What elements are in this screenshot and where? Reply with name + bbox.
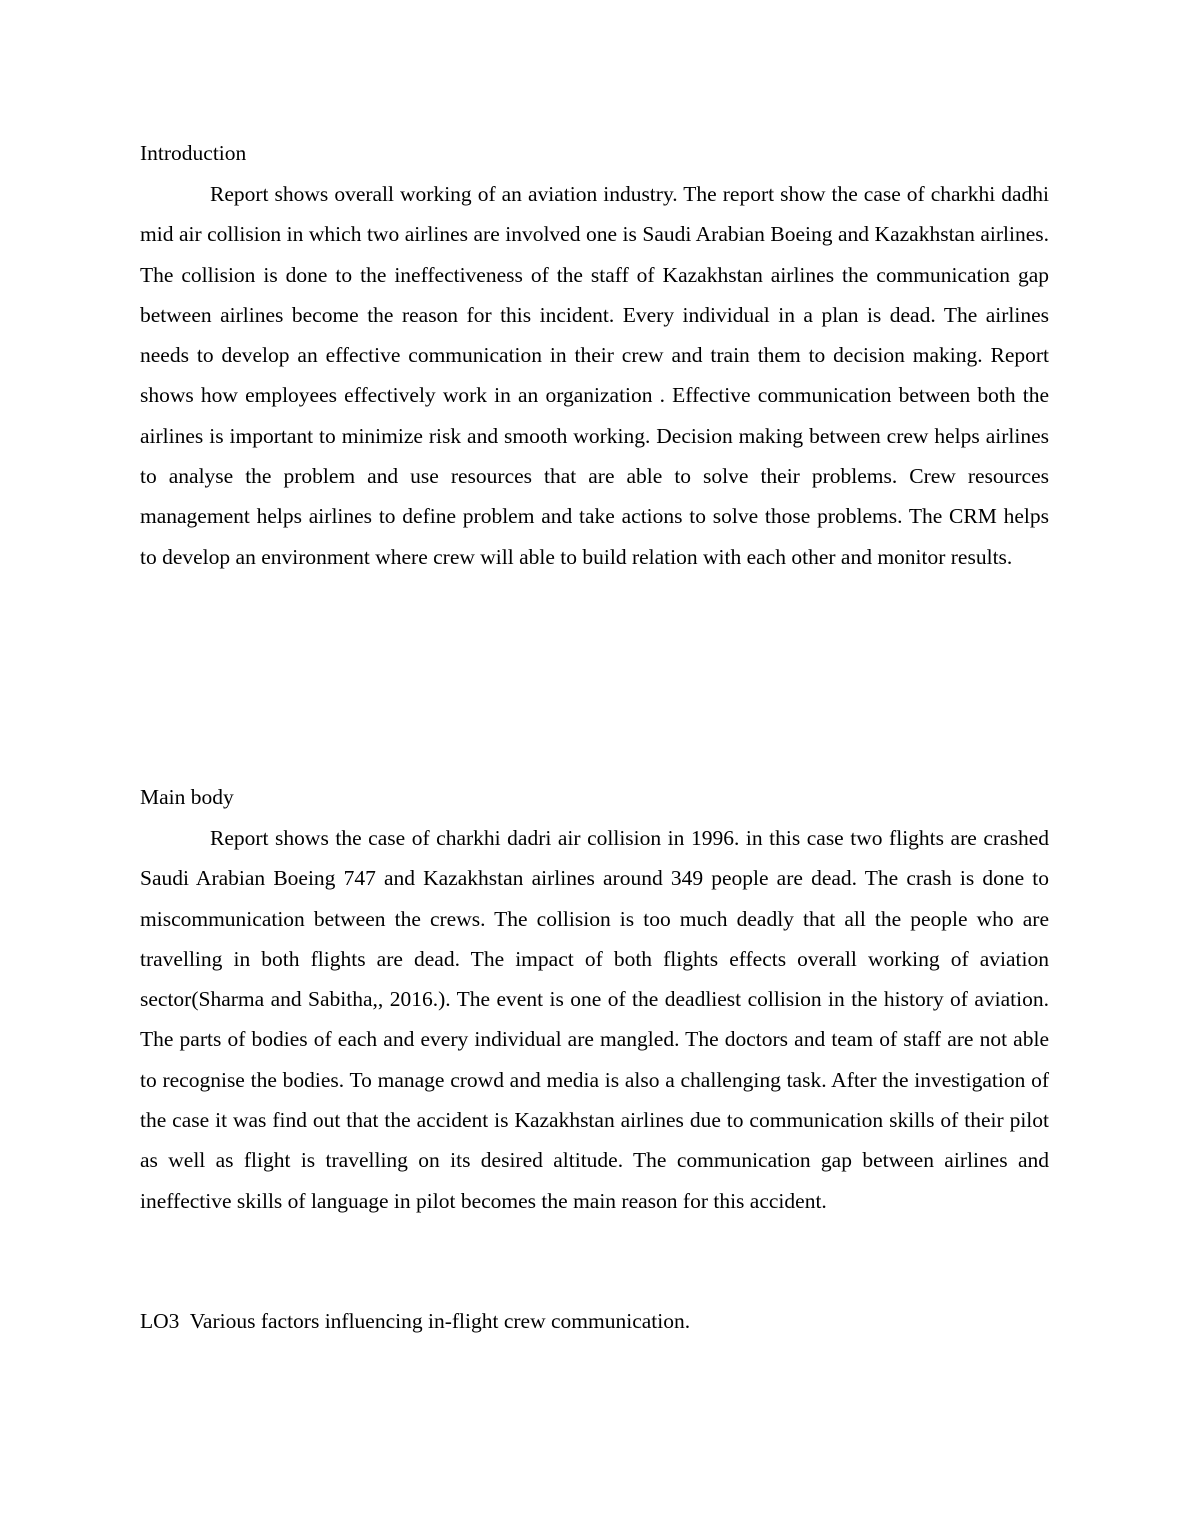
main-body-heading: Main body	[140, 785, 234, 809]
main-body-paragraph: Report shows the case of charkhi dadri air collision in 1996. in this case two flights are crashed Saudi Arabian Boeing 747 and Kazakhstan airlines around 349 people are dead. The crash is done to miscommunication between the crews. The collision is too much deadly that all the people who are travelling in both flights are dead. The impact of both flights effects overall working of aviation sector(Sharma and Sabitha,, 2016.). The event is one of the deadliest collision in the history of aviation. The parts of bodies of each and every individual are mangled. The doctors and team of staff are not able to recognise the bodies. To manage crowd and media is also a challenging task. After the investigation of the case it was find out that the accident is Kazakhstan airlines due to communication skills of their pilot as well as flight is travelling on its desired altitude. The communication gap between airlines and ineffective skills of language in pilot becomes the main reason for this accident.	[140, 826, 1049, 1213]
lo3-heading: LO3 Various factors influencing in-flight crew communication.	[140, 1309, 691, 1333]
introduction-heading: Introduction	[140, 141, 247, 165]
introduction-paragraph: Report shows overall working of an aviation industry. The report show the case of charkhi dadhi mid air collision in which two airlines are involved one is Saudi Arabian Boeing and Kazakhstan airlines. The collision is done to the ineffectiveness of the staff of Kazakhstan airlines the communication gap between airlines become the reason for this incident. Every individual in a plan is dead. The airlines needs to develop an effective communication in their crew and train them to decision making. Report shows how employees effectively work in an organization . Effective communication between both the airlines is important to minimize risk and smooth working. Decision making between crew helps airlines to analyse the problem and use resources that are able to solve their problems. Crew resources management helps airlines to define problem and take actions to solve those problems. The CRM helps to develop an environment where crew will able to build relation with each other and monitor results.	[140, 182, 1049, 569]
